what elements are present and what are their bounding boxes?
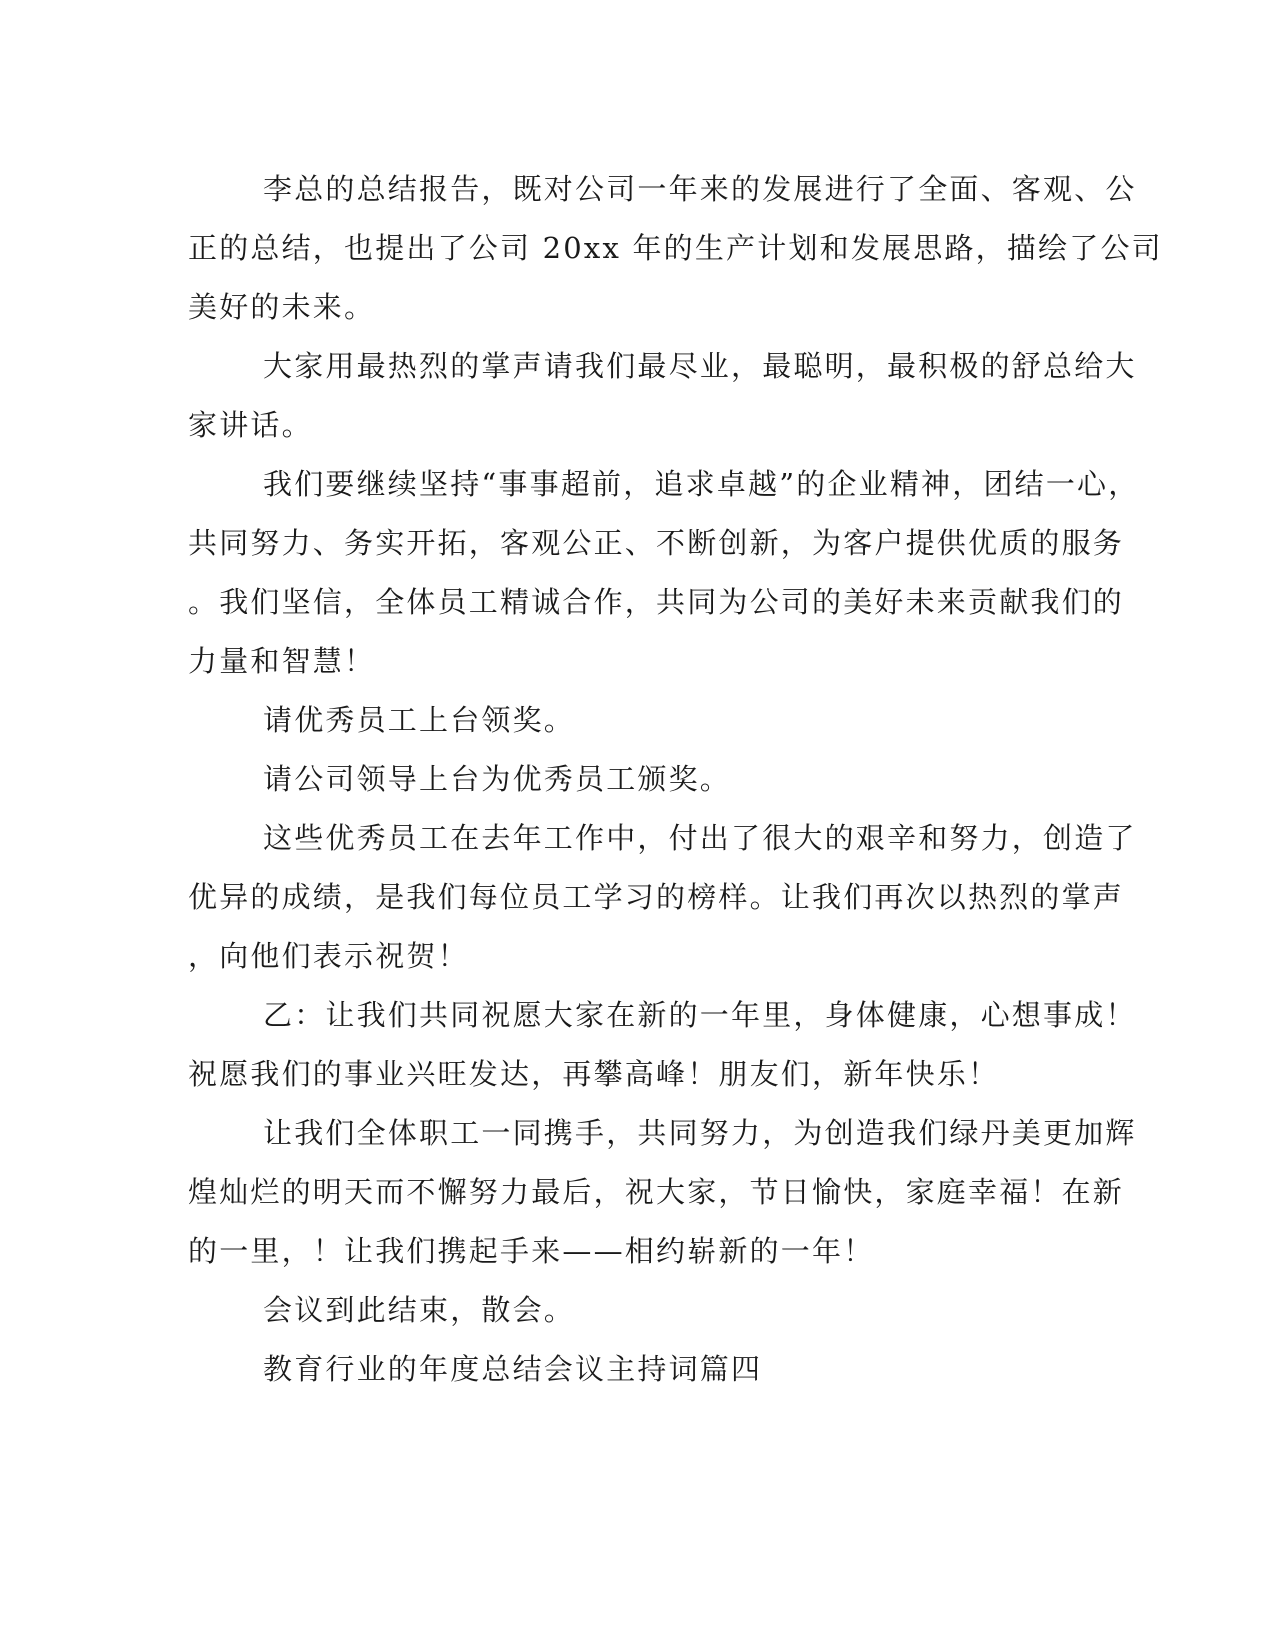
text-line: 乙：让我们共同祝愿大家在新的一年里，身体健康，心想事成！: [263, 998, 1137, 1032]
paragraph: [188, 986, 1137, 1104]
paragraph: [188, 1281, 1078, 1340]
text-line: 力量和智慧！: [188, 644, 376, 678]
paragraph: [188, 337, 1137, 455]
text-line: 祝愿我们的事业兴旺发达，再攀高峰！朋友们，新年快乐！: [188, 1057, 1000, 1091]
text-line: 让我们全体职工一同携手，共同努力，为创造我们绿丹美更加辉: [263, 1116, 1137, 1150]
paragraph: [188, 1104, 1137, 1281]
paragraph: [188, 455, 1140, 691]
paragraph: [188, 160, 1163, 337]
text-line: 美好的未来。: [188, 290, 376, 324]
paragraph: [188, 691, 1078, 750]
document-body: [188, 160, 1163, 1399]
text-line: ，向他们表示祝贺！: [188, 939, 469, 973]
text-line: 家讲话。: [188, 408, 313, 442]
text-line: 共同努力、务实开拓，客观公正、不断创新，为客户提供优质的服务: [188, 526, 1125, 560]
text-line: 。我们坚信，全体员工精诚合作，共同为公司的美好未来贡献我们的: [188, 585, 1125, 619]
text-line: 教育行业的年度总结会议主持词篇四: [263, 1352, 763, 1386]
section-heading: [188, 1340, 1078, 1399]
text-line: 正的总结，也提出了公司 20xx 年的生产计划和发展思路，描绘了公司: [188, 231, 1163, 265]
text-line: 这些优秀员工在去年工作中，付出了很大的艰辛和努力，创造了: [263, 821, 1137, 855]
text-line: 李总的总结报告，既对公司一年来的发展进行了全面、客观、公: [263, 172, 1137, 206]
text-line: 优异的成绩，是我们每位员工学习的榜样。让我们再次以热烈的掌声: [188, 880, 1125, 914]
paragraph: [188, 809, 1137, 986]
paragraph: [188, 750, 1078, 809]
text-line: 请公司领导上台为优秀员工颁奖。: [263, 762, 732, 796]
text-line: 的一里，！让我们携起手来——相约崭新的一年！: [188, 1234, 875, 1268]
text-line: 会议到此结束，散会。: [263, 1293, 576, 1327]
text-line: 我们要继续坚持“事事超前，追求卓越”的企业精神，团结一心，: [263, 467, 1140, 501]
text-line: 请优秀员工上台领奖。: [263, 703, 576, 737]
text-line: 煌灿烂的明天而不懈努力最后，祝大家，节日愉快，家庭幸福！在新: [188, 1175, 1125, 1209]
text-line: 大家用最热烈的掌声请我们最尽业，最聪明，最积极的舒总给大: [263, 349, 1137, 383]
